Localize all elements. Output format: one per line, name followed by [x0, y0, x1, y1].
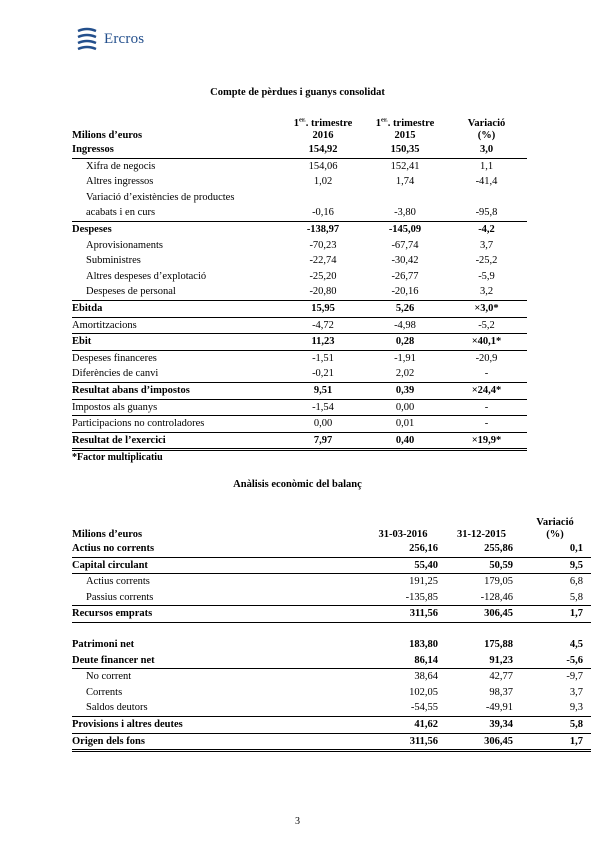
- row-label: Patrimoni net: [72, 638, 135, 650]
- variation-cell: -20,9: [475, 352, 498, 364]
- value-cell: -138,97: [306, 223, 340, 235]
- value-cell: 42,77: [489, 671, 513, 683]
- variation-cell: 3,7: [569, 686, 583, 698]
- row-label: Passius corrents: [72, 590, 362, 606]
- page-number: 3: [295, 816, 300, 827]
- table-row: [72, 382, 527, 399]
- variation-cell: [519, 622, 591, 637]
- balance-col-2015: 31-12-2015: [457, 529, 506, 540]
- row-label: Provisions i altres deutes: [72, 716, 362, 733]
- table-row: [72, 269, 527, 285]
- table-row: [72, 205, 527, 221]
- variation-cell: ×3,0*: [446, 300, 527, 317]
- value-cell: -135,85: [362, 590, 444, 606]
- value-cell: 55,40: [362, 557, 444, 574]
- value-cell: [364, 190, 446, 206]
- table-row: [72, 653, 591, 669]
- income-col-label: Milions d’euros: [72, 130, 143, 141]
- row-label: Despeses de personal: [72, 284, 282, 300]
- value-cell: 191,25: [409, 576, 438, 588]
- value-cell: 154,92: [282, 142, 364, 158]
- row-label: Corrents: [86, 686, 123, 698]
- balance-col-label: Milions d’euros: [72, 529, 143, 540]
- variation-cell: -: [446, 416, 527, 433]
- row-label: Aprovisionaments: [86, 239, 163, 251]
- variation-cell: -41,4: [475, 176, 498, 188]
- value-cell: 38,64: [414, 671, 438, 683]
- value-cell: 1,74: [395, 176, 415, 188]
- variation-cell: 5,8: [519, 590, 591, 606]
- row-label: Deute financer net: [72, 653, 362, 669]
- value-cell: 154,06: [308, 160, 338, 172]
- value-cell: 0,00: [282, 416, 364, 433]
- value-cell: [362, 622, 444, 637]
- row-label: Subministres: [86, 255, 141, 267]
- variation-cell: -5,2: [446, 317, 527, 334]
- value-cell: 9,51: [282, 382, 364, 399]
- table-row: [72, 284, 527, 300]
- row-label: Ebitda: [72, 300, 282, 317]
- income-statement-title: Compte de pèrdues i guanys consolidat: [210, 87, 385, 98]
- company-logo: [76, 27, 144, 51]
- row-label: [72, 622, 362, 637]
- row-label: Saldos deutors: [72, 700, 362, 716]
- value-cell: 311,56: [362, 733, 444, 751]
- variation-cell: 9,3: [519, 700, 591, 716]
- value-cell: 255,86: [444, 541, 519, 557]
- value-cell: 11,23: [282, 334, 364, 351]
- row-label: acabats i en curs: [72, 205, 282, 221]
- table-row: [72, 366, 527, 382]
- row-label: Variació d’existències de productes: [86, 191, 235, 203]
- variation-cell: 5,8: [519, 716, 591, 733]
- value-cell: -70,23: [309, 239, 337, 251]
- footnote: *Factor multiplicatiu: [72, 452, 163, 463]
- table-row: [72, 174, 527, 190]
- row-label: Recursos emprats: [72, 606, 362, 623]
- variation-cell: [446, 190, 527, 206]
- variation-cell: -5,9: [478, 270, 495, 282]
- table-row: [72, 142, 527, 158]
- value-cell: -4,98: [364, 317, 446, 334]
- value-cell: 86,14: [362, 653, 444, 669]
- row-label: No corrent: [86, 671, 132, 683]
- value-cell: [282, 190, 364, 206]
- value-cell: -20,80: [282, 284, 364, 300]
- variation-cell: 6,8: [569, 576, 583, 588]
- value-cell: 183,80: [409, 638, 438, 650]
- value-cell: 0,39: [364, 382, 446, 399]
- table-row: [72, 300, 527, 317]
- table-row: [72, 669, 591, 685]
- value-cell: 102,05: [409, 686, 438, 698]
- table-row: [72, 590, 591, 606]
- value-cell: -145,09: [388, 223, 422, 235]
- variation-cell: 1,7: [519, 733, 591, 751]
- table-row: [72, 606, 591, 623]
- value-cell: 39,34: [444, 716, 519, 733]
- variation-cell: -25,2: [475, 255, 498, 267]
- value-cell: 150,35: [364, 142, 446, 158]
- table-row: [72, 350, 527, 366]
- table-row: [72, 716, 591, 733]
- variation-cell: 3,0: [446, 142, 527, 158]
- value-cell: -25,20: [309, 270, 337, 282]
- table-row: [72, 700, 591, 716]
- row-label: Ebit: [72, 334, 282, 351]
- variation-cell: ×40,1*: [446, 334, 527, 351]
- value-cell: 50,59: [444, 557, 519, 574]
- row-label: Despeses: [72, 223, 112, 235]
- variation-cell: ×19,9*: [446, 432, 527, 450]
- value-cell: 306,45: [444, 733, 519, 751]
- value-cell: 306,45: [444, 606, 519, 623]
- table-row: [72, 253, 527, 269]
- table-row: [72, 733, 591, 751]
- variation-cell: 9,5: [519, 557, 591, 574]
- row-label: Ingressos: [72, 142, 282, 158]
- value-cell: 15,95: [282, 300, 364, 317]
- balance-title: Anàlisis econòmic del balanç: [233, 479, 362, 490]
- row-label: Impostos als guanys: [72, 399, 282, 416]
- row-label: Actius corrents: [86, 576, 150, 588]
- variation-cell: 1,1: [479, 160, 494, 172]
- value-cell: -128,46: [444, 590, 519, 606]
- variation-cell: -5,6: [519, 653, 591, 669]
- row-label: Capital circulant: [72, 557, 362, 574]
- value-cell: -1,91: [394, 352, 416, 364]
- value-cell: -22,74: [309, 255, 337, 267]
- table-row: [72, 557, 591, 574]
- income-col-q2016: $1^{er.}$. trimestre 2016: [293, 116, 353, 141]
- value-cell: -67,74: [391, 239, 419, 251]
- value-cell: 0,40: [364, 432, 446, 450]
- table-row: [72, 238, 527, 254]
- variation-cell: 1,7: [519, 606, 591, 623]
- value-cell: 2,02: [364, 366, 446, 382]
- table-row: [72, 541, 591, 557]
- row-label: Altres despeses d’explotació: [86, 270, 207, 282]
- row-label: Participacions no controladores: [72, 416, 282, 433]
- table-row: [72, 622, 591, 637]
- table-row: [72, 399, 527, 416]
- value-cell: -49,91: [444, 700, 519, 716]
- variation-cell: -95,8: [446, 205, 527, 221]
- value-cell: 152,41: [390, 160, 420, 172]
- table-row: [72, 416, 527, 433]
- value-cell: 0,01: [364, 416, 446, 433]
- variation-cell: 3,7: [479, 239, 494, 251]
- row-label: Resultat de l’exercici: [72, 432, 282, 450]
- ercros-logo-icon: [76, 27, 98, 51]
- balance-col-2016: 31-03-2016: [378, 529, 428, 540]
- value-cell: -54,55: [362, 700, 444, 716]
- variation-cell: 3,2: [446, 284, 527, 300]
- value-cell: -1,54: [282, 399, 364, 416]
- value-cell: -4,72: [282, 317, 364, 334]
- row-label: Altres ingressos: [86, 176, 154, 188]
- table-row: [72, 334, 527, 351]
- table-row: [72, 574, 591, 590]
- table-row: [72, 685, 591, 701]
- income-col-q2015: $1^{er.}$. trimestre 2015: [375, 116, 435, 141]
- value-cell: 5,26: [364, 300, 446, 317]
- variation-cell: -4,2: [478, 223, 495, 235]
- value-cell: -3,80: [364, 205, 446, 221]
- value-cell: 0,00: [364, 399, 446, 416]
- table-row: [72, 432, 527, 450]
- row-label: Amortitzacions: [72, 317, 282, 334]
- value-cell: -0,16: [282, 205, 364, 221]
- value-cell: -1,51: [312, 352, 334, 364]
- balance-col-variation: Variació (%): [536, 517, 574, 540]
- variation-cell: -: [446, 399, 527, 416]
- value-cell: 7,97: [282, 432, 364, 450]
- income-statement-table: [72, 118, 527, 451]
- value-cell: [444, 622, 519, 637]
- value-cell: 311,56: [362, 606, 444, 623]
- value-cell: -26,77: [391, 270, 419, 282]
- row-label: Despeses financeres: [72, 352, 157, 364]
- table-row: [72, 190, 527, 206]
- income-col-variation: Variació (%): [467, 118, 506, 141]
- balance-table: [72, 517, 591, 752]
- company-name: Ercros: [104, 30, 145, 47]
- value-cell: 179,05: [484, 576, 513, 588]
- row-label: Xifra de negocis: [86, 160, 156, 172]
- value-cell: 0,28: [364, 334, 446, 351]
- variation-cell: 4,5: [569, 638, 583, 650]
- variation-cell: -9,7: [566, 671, 583, 683]
- value-cell: 98,37: [489, 686, 513, 698]
- value-cell: 41,62: [362, 716, 444, 733]
- row-label: Origen dels fons: [72, 733, 362, 751]
- value-cell: 256,16: [362, 541, 444, 557]
- row-label: Resultat abans d’impostos: [72, 382, 282, 399]
- value-cell: 91,23: [444, 653, 519, 669]
- table-row: [72, 158, 527, 174]
- table-row: [72, 221, 527, 237]
- value-cell: 175,88: [484, 638, 513, 650]
- value-cell: -20,16: [364, 284, 446, 300]
- variation-cell: ×24,4*: [446, 382, 527, 399]
- value-cell: -0,21: [282, 366, 364, 382]
- value-cell: -30,42: [391, 255, 419, 267]
- row-label: Diferències de canvi: [72, 366, 282, 382]
- variation-cell: -: [446, 366, 527, 382]
- value-cell: 1,02: [313, 176, 333, 188]
- row-label: Actius no corrents: [72, 541, 362, 557]
- table-row: [72, 317, 527, 334]
- variation-cell: 0,1: [519, 541, 591, 557]
- table-row: [72, 637, 591, 653]
